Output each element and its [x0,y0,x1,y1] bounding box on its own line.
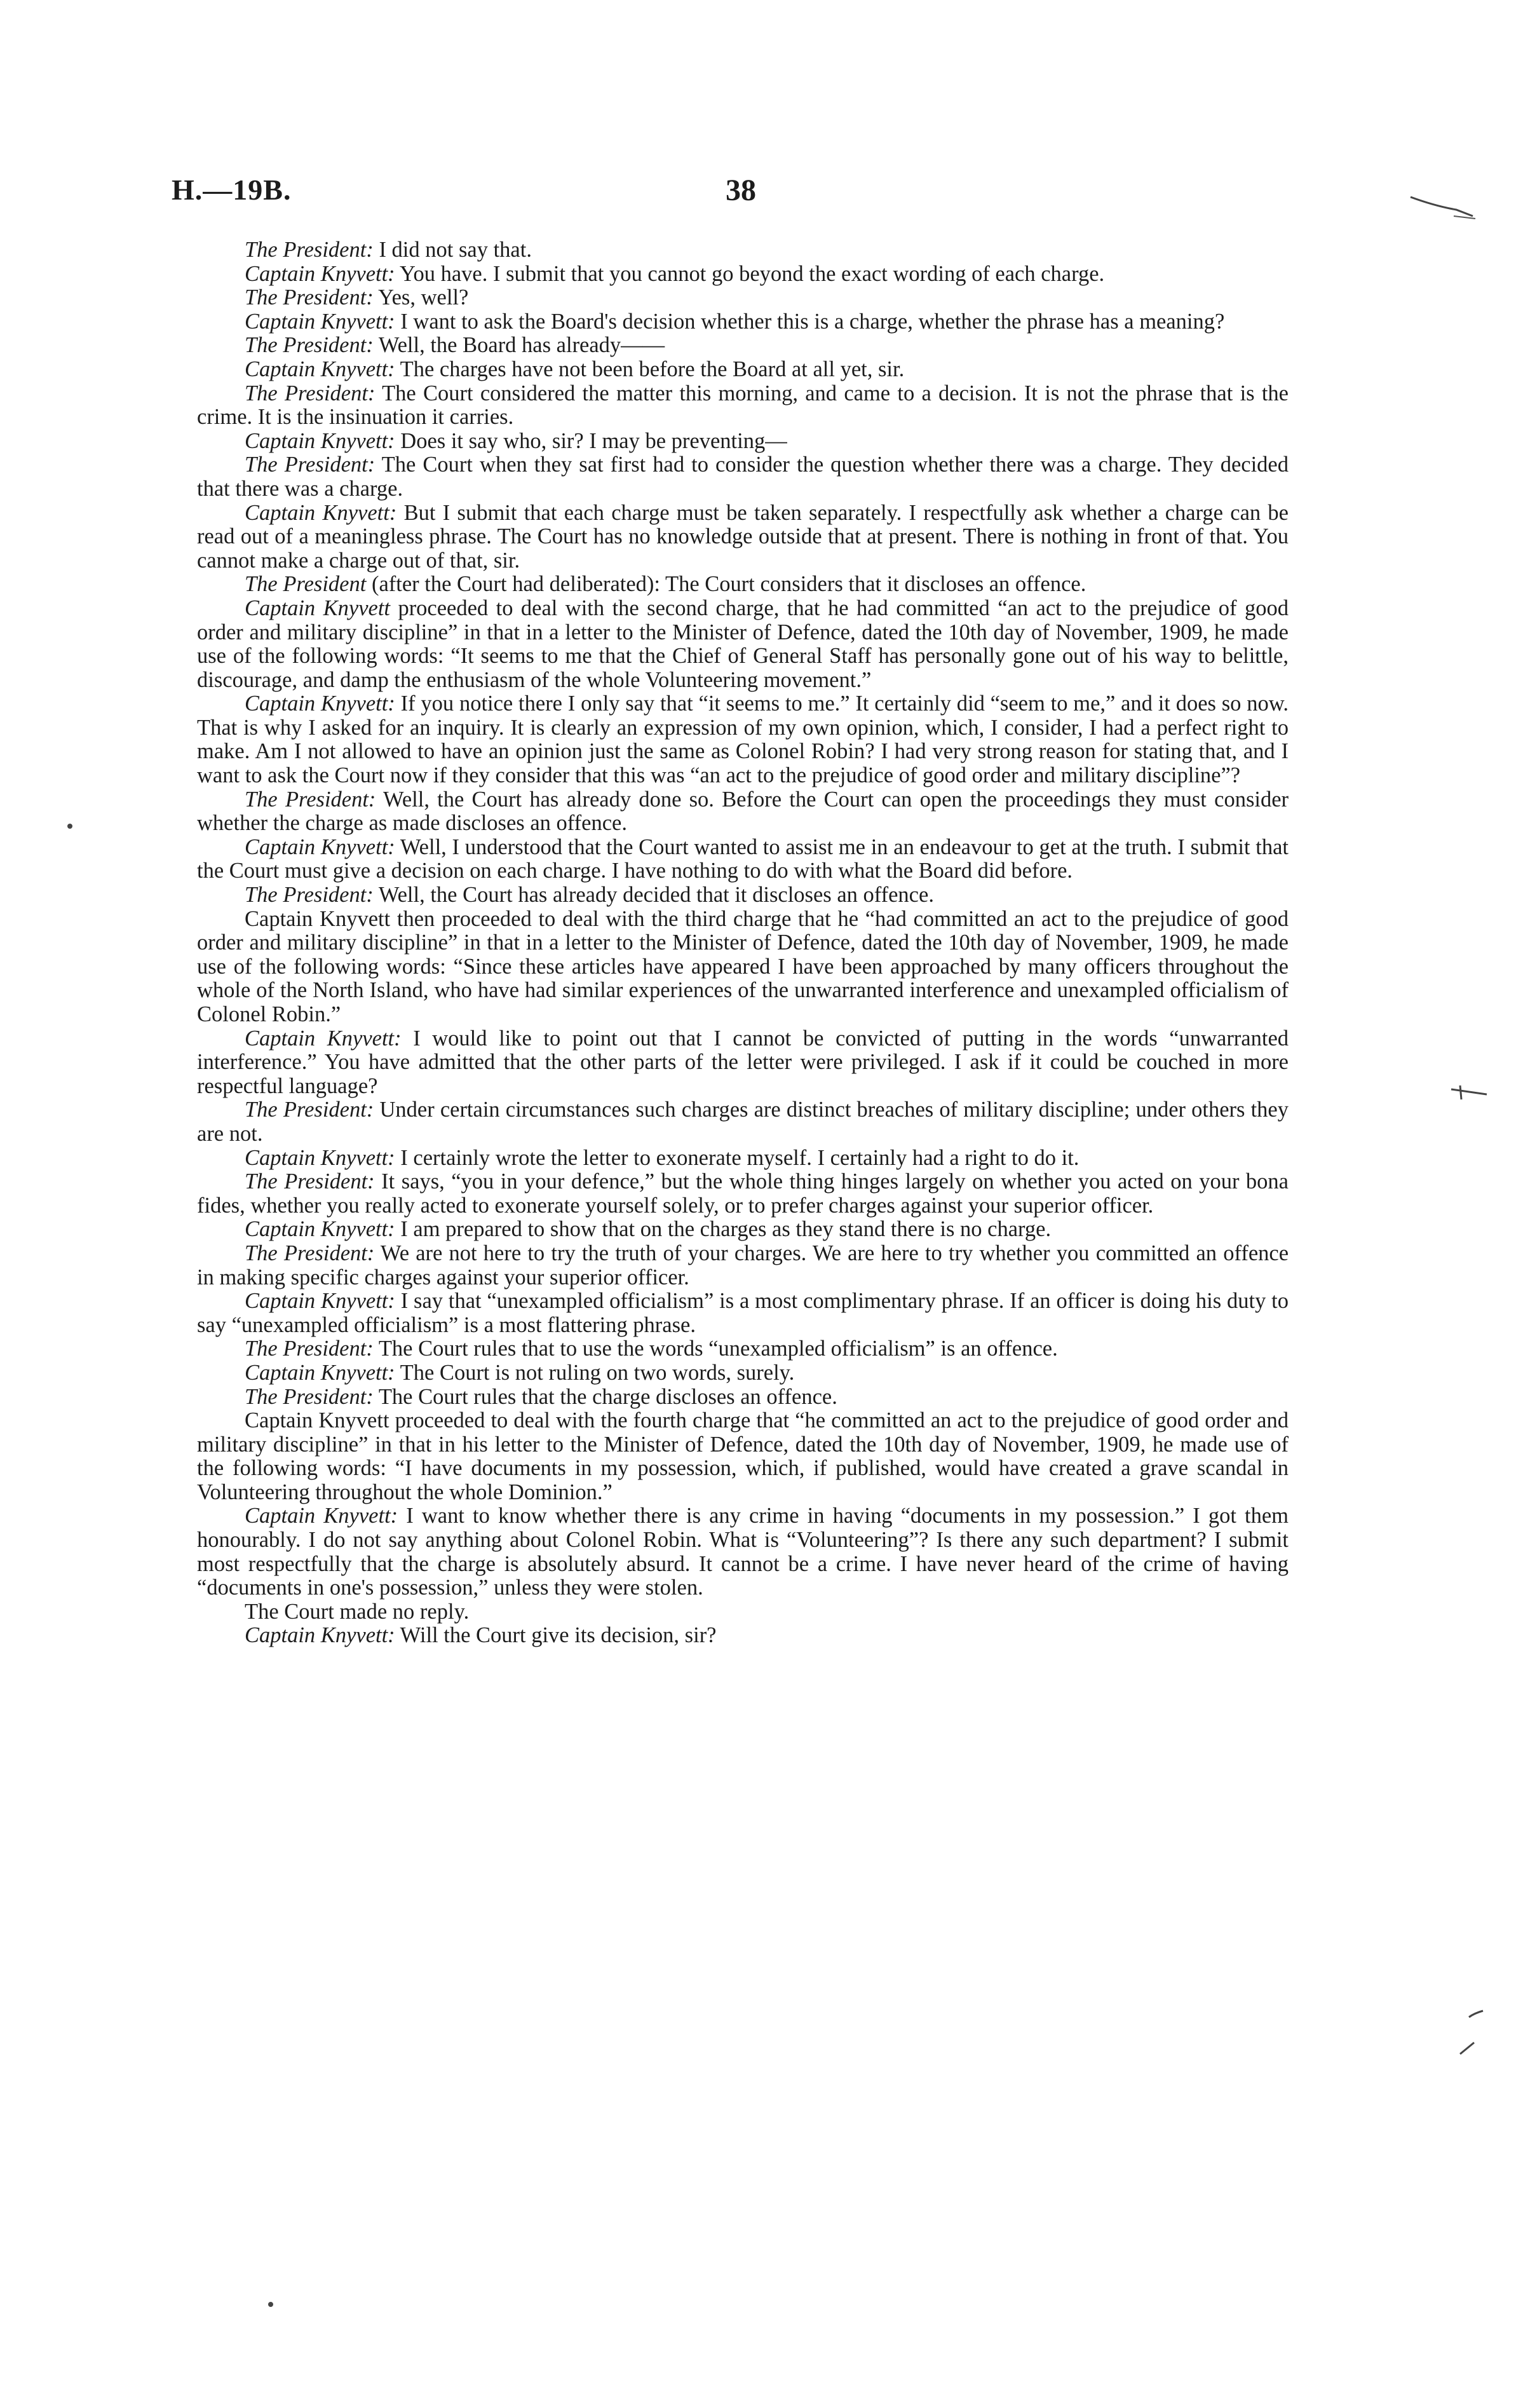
speech: I am prepared to show that on the charges as they stand there is no charge. [395,1217,1052,1242]
speech: It says, “you in your defence,” but the whole thing hinges largely on whether you acted on your bona fides, whether you really acted to exonerate yourself solely, or to prefer charges against your superior officer. [197,1169,1289,1218]
paragraph [197,310,1289,334]
speech: The Court made no reply. [245,1599,470,1624]
speech: Well, I understood that the Court wanted to assist me in an endeavour to get at the truth. I submit that the Court must give a decision on each charge. I have nothing to do with what the Board did before. [197,834,1289,883]
speaker: The President: [245,1169,375,1194]
speech: The Court considered the matter this morning, and came to a decision. It is not the phrase that is the crime. It is the insinuation it carries. [197,381,1289,430]
paragraph [197,286,1289,310]
paragraph [197,692,1289,787]
speech: You have. I submit that you cannot go beyond the exact wording of each charge. [395,261,1105,286]
speaker: Captain Knyvett: [245,428,395,453]
paragraph [197,1170,1289,1218]
speaker: Captain Knyvett: [245,357,395,381]
speech: I would like to point out that I cannot be convicted of putting in the words “unwarranted interference.” You have admitted that the other parts of the letter were privileged. I ask if it could be couched in more respectful language? [197,1026,1289,1098]
paragraph [197,501,1289,573]
speech: If you notice there I only say that “it seems to me.” It certainly did “seem to me,” and it does so now. That is why I asked for an inquiry. It is clearly an expression of my own opinion, which, I consider, I had a perfect right to make. Am I not allowed to have an opinion just the same as Colonel Robin? I had very strong reason for stating that, and I want to ask the Court now if they consider that this was “an act to the prejudice of good order and military discipline”? [197,691,1289,788]
paragraph [197,788,1289,836]
speech: The Court rules that the charge discloses an offence. [373,1384,837,1409]
paragraph [197,836,1289,883]
speaker: Captain Knyvett: [245,1360,395,1385]
speech: The charges have not been before the Board at all yet, sir. [395,357,905,381]
speech: Well, the Court has already done so. Before the Court can open the proceedings they must consider whether the charge as made discloses an offence. [197,787,1289,836]
paragraph [197,1146,1289,1171]
paragraph [197,262,1289,287]
speech: Will the Court give its decision, sir? [395,1623,717,1648]
speaker: The President: [245,452,376,477]
paragraph [197,1289,1289,1337]
speaker: Captain Knyvett: [245,1289,395,1314]
paragraph [197,1242,1289,1289]
paragraph [197,1624,1289,1648]
speech: Yes, well? [373,285,469,310]
margin-mark-right-middle [1449,1080,1499,1106]
document-reference: H.—19B. [172,173,292,206]
speaker: Captain Knyvett: [245,1217,395,1242]
paragraph [197,430,1289,454]
paragraph [197,334,1289,358]
speech: The Court rules that to use the words “unexampled officialism” is an offence. [373,1337,1058,1361]
paragraph [197,1027,1289,1099]
paragraph [197,453,1289,501]
margin-dot-bottom [264,2298,277,2311]
paragraph [197,908,1289,1027]
speech: The Court is not ruling on two words, surely. [395,1360,795,1385]
paragraph [197,1218,1289,1242]
speaker: The President: [245,238,374,262]
paragraph [197,597,1289,692]
speech: I did not say that. [373,238,532,262]
speaker: The President: [245,381,376,405]
speaker: The President: [245,883,374,908]
speech: I certainly wrote the letter to exonerate myself. I certainly had a right to do it. [395,1145,1079,1170]
speech: Under certain circumstances such charges are distinct breaches of military discipline; under others they are not. [197,1098,1289,1146]
speaker: The President: [245,1384,374,1409]
speech: We are not here to try the truth of your charges. We are here to try whether you committed an offence in making specific charges against your superior officer. [197,1241,1289,1289]
paragraph [197,358,1289,382]
speaker: Captain Knyvett: [245,1623,395,1648]
speech: Captain Knyvett proceeded to deal with the fourth charge that “he committed an act to the prejudice of good order and military discipline” in that in his letter to the Minister of Defence, dated the 10th day of November, 1909, he made use of the following words: “I have documents in my possession, which, if published, would have created a grave scandal in Volunteering throughout the whole Dominion.” [197,1408,1289,1504]
paragraph [197,1409,1289,1504]
paragraph [197,1337,1289,1361]
speech: Well, the Board has already—— [373,333,665,358]
speech: Captain Knyvett then proceeded to deal with the third charge that he “had committed an act to the prejudice of good order and military discipline” in that in a letter to the Minister of Defence, dated the 10th day of November, 1909, he made use of the following words: “Since these articles have appeared I have been approached by many officers throughout the whole of the North Island, who have had similar experiences of the unwarranted interference and unexampled officialism of Colonel Robin.” [197,906,1289,1026]
speech: proceeded to deal with the second charge, that he had committed “an act to the prejudice of good order and military discipline” in that in a letter to the Minister of Defence, dated the 10th day of November, 1909, he made use of the following words: “It seems to me that the Chief of General Staff has personally gone out of his way to belittle, discourage, and damp the enthusiasm of the whole Volunteering movement.” [197,595,1289,692]
speech: (after the Court had deliberated): The Court considers that it discloses an offence. [366,572,1086,597]
speaker: The President: [245,285,374,310]
margin-dot-left [64,820,76,833]
speaker: The President: [245,333,374,358]
speaker: The President: [245,1098,374,1122]
speaker: Captain Knyvett: [245,691,395,716]
paragraph [197,883,1289,908]
speaker: The President [245,572,367,597]
paragraph [197,1504,1289,1600]
speech: Well, the Court has already decided that it discloses an offence. [373,883,934,908]
page-header [172,173,1306,217]
body-text [197,238,1289,1648]
page-number: 38 [726,173,756,207]
paragraph [197,1385,1289,1410]
speaker: The President: [245,787,376,812]
speaker: The President: [245,1241,375,1265]
speech: But I submit that each charge must be taken separately. I respectfully ask whether a charge can be read out of a meaningless phrase. The Court has no knowledge outside that at present. There is nothing in front of that. You cannot make a charge out of that, sir. [197,500,1289,573]
speech: The Court when they sat first had to consider the question whether there was a charge. They decided that there was a charge. [197,452,1289,501]
margin-mark-top-right [1409,191,1479,229]
speaker: Captain Knyvett: [245,1145,395,1170]
paragraph [197,1600,1289,1624]
speech: I want to know whether there is any crime in having “documents in my possession.” I got them honourably. I do not say anything about Colonel Robin. What is “Volunteering”? Is there any such department? I submit most respectfully that the charge is absolutely absurd. It cannot be a crime. I have never heard of the crime of having “documents in one's possession,” unless they were stolen. [197,1504,1289,1600]
speaker: Captain Knyvett: [245,1026,402,1051]
paragraph [197,1361,1289,1385]
paragraph [197,1098,1289,1146]
paragraph [197,573,1289,597]
margin-mark-right-lower [1455,2008,1493,2059]
speaker: Captain Knyvett: [245,1504,398,1528]
speaker: Captain Knyvett: [245,261,395,286]
speaker: Captain Knyvett [245,595,390,620]
speaker: Captain Knyvett: [245,500,397,525]
speech: I say that “unexampled officialism” is a most complimentary phrase. If an officer is doing his duty to say “unexampled officialism” is a most flattering phrase. [197,1289,1289,1337]
paragraph [197,238,1289,262]
speaker: Captain Knyvett: [245,309,395,334]
speaker: Captain Knyvett: [245,834,395,859]
speech: Does it say who, sir? I may be preventing— [395,428,787,453]
speech: I want to ask the Board's decision whether this is a charge, whether the phrase has a meaning? [395,309,1225,334]
speaker: The President: [245,1337,374,1361]
paragraph [197,382,1289,430]
